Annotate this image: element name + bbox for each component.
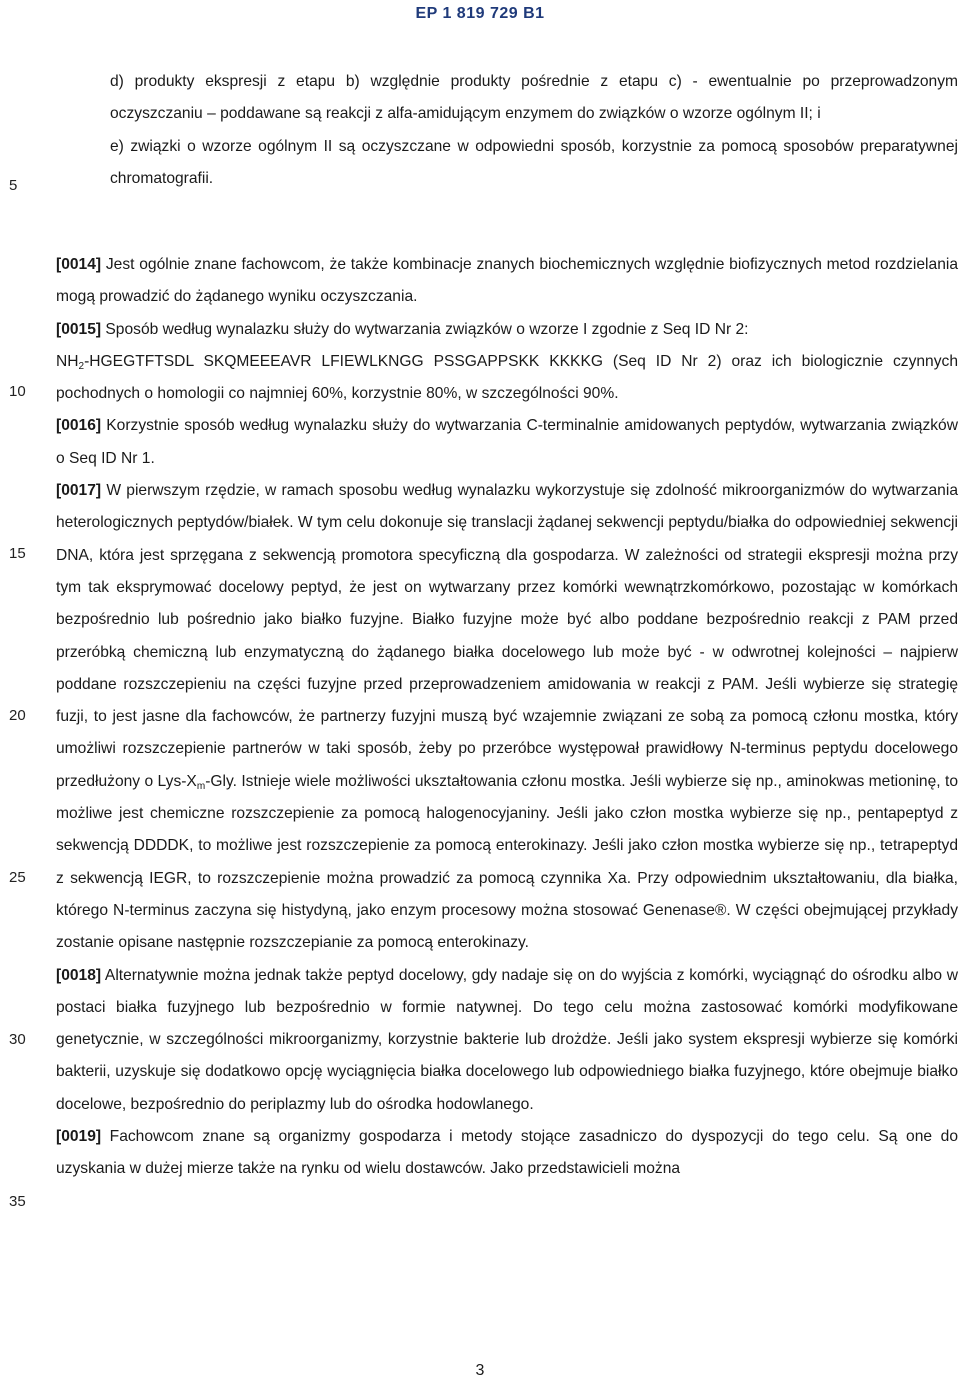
paragraph-tag: [0015] [56,320,102,338]
paragraph-text: W pierwszym rzędzie, w ramach sposobu według wynalazku wykorzystuje się zdolność mikroorganizmów do wytwarzania heterologicznych peptydów/białek. W tym celu dokonuje się translacji żądanej sekwencji peptydu/białka do odpowiedniej sekwencji DNA, która jest sprzęgana z sekwencją promotora specyficzną dla gospodarza. W zależności od strategii ekspresji można przy tym tak eksprymować docelowy peptyd, że jest on wytwarzany przez komórki wewnątrzkomórkowo, pozostając w komórkach bezpośrednio lub pośrednio jako białko fuzyjne. Białko fuzyjne może być albo poddane bezpośrednio reakcji z PAM przed przeróbką chemiczną lub enzymatyczną do żądanego białka docelowego lub może być - w odwrotnej kolejności – najpierw poddane rozszczepieniu na części fuzyjne przed przeprowadzeniem amidowania w reakcji z PAM. Jeśli wybierze się strategię fuzji, to jest jasne dla fachowców, że partnerzy fuzyjni muszą być wzajemnie związani ze sobą za pomocą członu mostka, który umożliwi rozszczepienie partnerów w taki sposób, żeby po przeróbce występował prawidłowy N-terminus peptydu docelowego przedłużony o Lys-X [56,482,958,790]
paragraph-text: Alternatywnie można jednak także peptyd docelowy, gdy nadaje się on do wyjścia z komórki, wyciągnąć do ośrodku albo w postaci białka fuzyjnego lub bezpośrednio w formie natywnej. Do tego celu można zastosować komórki modyfikowane genetycznie, w szczególności mikroorganizmy, korzystnie bakterie lub drożdże. Jeśli jako system ekspresji wybierze się komórki bakterii, uzyskuje się dodatkowo opcję wyciągnięcia białka docelowego lub odpowiedniego białka fuzyjnego, które obejmuje białko docelowe, bezpośrednio do periplazmy lub do ośrodka hodowlanego. [56,966,958,1113]
nh-subscript: 2 [78,360,85,372]
paragraph-text: -HGEGTFTSDL SKQMEEEAVR LFIEWLKNGG PSSGAPPSKK KKKKG (Seq ID Nr 2) oraz ich biologicznie czynnych pochodnych o homologii co najmniej 60%, korzystnie 80%, w szczególności 90%. [56,352,958,403]
line-number-25: 25 [9,869,26,886]
patent-number: EP 1 819 729 B1 [415,5,545,22]
line-number-5: 5 [9,177,18,194]
sequence-paragraph [56,346,958,411]
paragraph-0019 [56,1121,958,1186]
paragraph-0018 [56,960,958,1121]
line-number-20: 20 [9,707,26,724]
line-number-10: 10 [9,383,26,400]
nh-prefix: NH [56,352,79,370]
paragraph-text: Fachowcom znane są organizmy gospodarza i metody stojące zasadniczo do dyspozycji do tego celu. Są one do uzyskania w dużej mierze także na rynku od wielu dostawców. Jako przedstawicieli można [56,1128,958,1178]
paragraph-tag: [0017] [56,482,102,500]
item-e: e) związki o wzorze ogólnym II są oczyszczane w odpowiedni sposób, korzystnie za pomocą sposobów preparatywnej chromatografii. [110,137,958,187]
paragraph-text: Jest ogólnie znane fachowcom, że także kombinacje znanych biochemicznych względnie biofizycznych metod rozdzielania mogą prowadzić do żądanego wyniku oczyszczania. [56,256,958,306]
paragraph-0017 [56,475,958,959]
paragraph-0014 [56,249,958,314]
item-d: d) produkty ekspresji z etapu b) względnie produkty pośrednie z etapu c) - ewentualnie po przeprowadzonym oczyszczaniu – poddawane są reakcji z alfa-amidującym enzymem do związków o wzorze ogólnym II; i [110,73,958,123]
body-paragraphs [56,249,958,1186]
line-number-30: 30 [9,1031,26,1048]
paragraph-text: Korzystnie sposób według wynalazku służy do wytwarzania C-terminalnie amidowanych peptydów, wytwarzania związków o Seq ID Nr 1. [56,417,958,467]
paragraph-text: Sposób według wynalazku służy do wytwarzania związków o wzorze I zgodnie z Seq ID Nr 2: [101,320,749,338]
claim-items [56,66,958,195]
page-number: 3 [475,1362,485,1379]
paragraph-tag: [0018] [56,966,102,984]
subscript-m: m [196,780,206,792]
paragraph-0015 [56,314,958,346]
paragraph-tag: [0016] [56,417,102,435]
line-number-15: 15 [9,545,26,562]
paragraph-0016 [56,410,958,475]
paragraph-tag: [0014] [56,256,102,273]
page-header [0,0,960,26]
paragraph-tag: [0019] [56,1128,102,1146]
paragraph-text-continued: -Gly. Istnieje wiele możliwości ukształtowania członu mostka. Jeśli wybierze się np., aminokwas metioninę, to możliwe jest chemiczne rozszczepienie za pomocą halogenocyjaniny. Jeśli jako człon mostka wybierze się np., pentapeptyd z sekwencją DDDDK, to możliwe jest rozszczepienie za pomocą enterokinazy. Jeśli jako człon mostka wybierze się np., tetrapeptyd z sekwencją IEGR, to rozszczepienie można prowadzić za pomocą czynnika Xa. Przy odpowiednim ukształtowaniu, dla białka, którego N-terminus zaczyna się histydyną, jako enzym procesowy można stosować Genenase®. W części obejmującej przykłady zostanie opisane następnie rozszczepianie za pomocą enterokinazy. [56,772,958,952]
line-number-35: 35 [9,1193,26,1210]
